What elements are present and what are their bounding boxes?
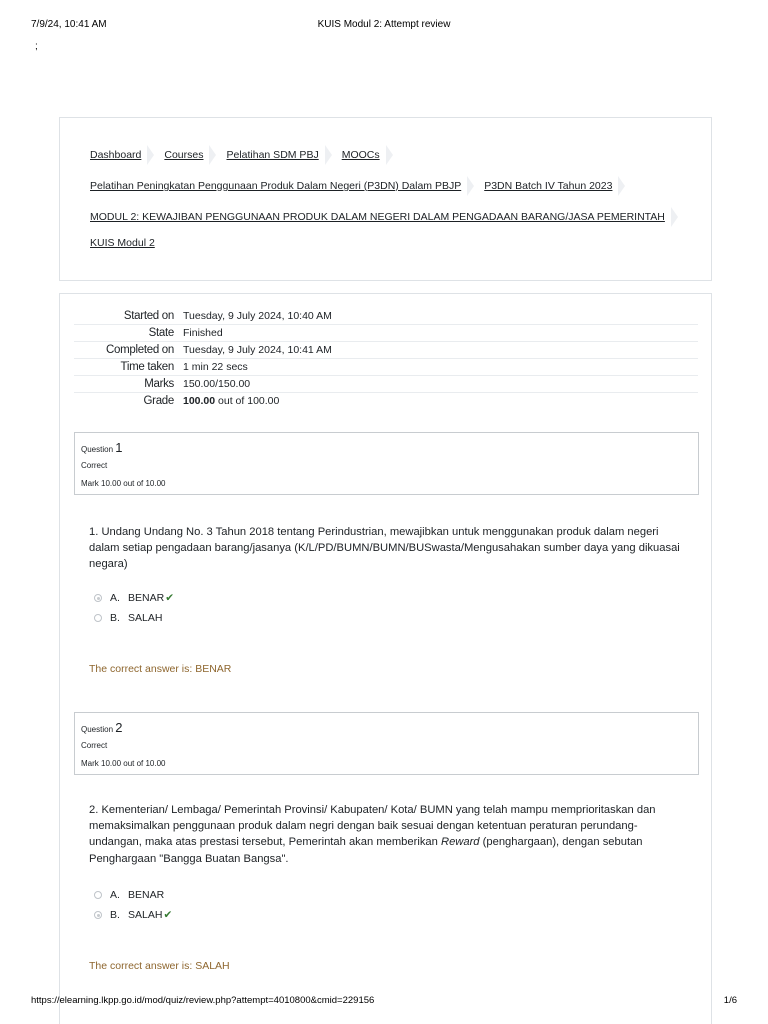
correct-check-icon: ✔ xyxy=(165,592,174,604)
breadcrumb-separator xyxy=(671,207,678,227)
breadcrumb-row xyxy=(90,237,155,249)
answer-option[interactable] xyxy=(94,885,172,905)
correct-check-icon: ✔ xyxy=(163,909,173,921)
summary-row xyxy=(74,393,698,410)
question-info xyxy=(74,432,699,495)
summary-value: Finished xyxy=(183,327,223,339)
option-letter: B. xyxy=(110,612,120,624)
question-prefix: Question xyxy=(81,445,114,454)
breadcrumb-row xyxy=(90,207,688,227)
question-mark: Mark 10.00 out of 10.00 xyxy=(81,479,166,488)
page-number: 1/6 xyxy=(723,995,737,1006)
question-text-part: (penghargaan), dengan sebutan Penghargaan "Bangga Buatan Bangsa". xyxy=(89,836,643,865)
page-url: https://elearning.lkpp.go.id/mod/quiz/review.php?attempt=4010800&cmid=229156 xyxy=(31,995,375,1006)
breadcrumb-row xyxy=(90,176,635,196)
question-num: 1 xyxy=(115,440,123,455)
question-state: Correct xyxy=(81,461,108,470)
breadcrumb-separator xyxy=(386,145,393,165)
summary-label: State xyxy=(148,327,174,339)
radio-checked[interactable] xyxy=(94,911,102,919)
question-text-part: 2. Kementerian/ Lembaga/ Pemerintah Provinsi/ Kabupaten/ Kota/ BUMN yang telah mampu memprioritaskan dan memaksimalkan penggunaan produk dalam negri dengan baik sesuai dengan ketentuan peraturan perundang-undangan, maka atas prestasi tersebut, Pemerintah akan memberikan xyxy=(89,804,656,849)
radio-checked[interactable] xyxy=(94,594,102,602)
question-num: 2 xyxy=(115,720,123,735)
option-letter: B. xyxy=(110,909,120,921)
breadcrumb-row xyxy=(90,145,403,165)
correct-answer-feedback: The correct answer is: SALAH xyxy=(89,960,230,972)
question-number xyxy=(81,720,123,735)
question-text: 1. Undang Undang No. 3 Tahun 2018 tentang Perindustrian, mewajibkan untuk menggunakan produk dalam negeri dalam setiap pengadaan barang/jasanya (K/L/PD/BUMN/BUMN/BUSwasta/Mengusahakan sumber daya yang dikuasai negara) xyxy=(89,526,680,571)
question-text xyxy=(89,802,689,867)
breadcrumb-dashboard[interactable]: Dashboard xyxy=(90,149,142,161)
answer-options xyxy=(94,588,174,628)
summary-row xyxy=(74,342,698,359)
summary-row xyxy=(74,376,698,393)
summary-label: Time taken xyxy=(120,361,174,373)
breadcrumb xyxy=(59,117,712,281)
option-letter: A. xyxy=(110,592,120,604)
breadcrumb-moocs[interactable]: MOOCs xyxy=(341,149,380,161)
print-title: KUIS Modul 2: Attempt review xyxy=(317,19,451,30)
summary-row xyxy=(74,359,698,376)
breadcrumb-separator xyxy=(325,145,332,165)
summary-value: 150.00/150.00 xyxy=(183,378,251,390)
option-letter: A. xyxy=(110,889,120,901)
answer-option[interactable] xyxy=(94,588,174,608)
grade-value: 100.00 xyxy=(183,395,216,407)
answer-option[interactable] xyxy=(94,608,174,628)
radio-unchecked[interactable] xyxy=(94,891,102,899)
answer-option[interactable] xyxy=(94,905,172,925)
breadcrumb-batch[interactable]: P3DN Batch IV Tahun 2023 xyxy=(484,180,613,192)
breadcrumb-course[interactable]: Pelatihan Peningkatan Penggunaan Produk Dalam Negeri (P3DN) Dalam PBJP xyxy=(90,180,462,192)
question-number xyxy=(81,440,123,455)
option-label: SALAH xyxy=(128,612,163,624)
breadcrumb-courses[interactable]: Courses xyxy=(164,149,204,161)
question-state: Correct xyxy=(81,741,108,750)
breadcrumb-separator xyxy=(467,176,474,196)
summary-value: Tuesday, 9 July 2024, 10:40 AM xyxy=(183,310,332,322)
stray-char: ; xyxy=(35,41,38,52)
breadcrumb-separator xyxy=(618,176,625,196)
breadcrumb-separator xyxy=(209,145,216,165)
summary-label: Marks xyxy=(144,378,174,390)
radio-unchecked[interactable] xyxy=(94,614,102,622)
answer-options xyxy=(94,885,172,925)
print-datetime: 7/9/24, 10:41 AM xyxy=(31,19,107,30)
summary-value: 1 min 22 secs xyxy=(183,361,248,373)
breadcrumb-quiz[interactable]: KUIS Modul 2 xyxy=(90,237,155,249)
question-mark: Mark 10.00 out of 10.00 xyxy=(81,759,166,768)
question-text-emphasis: Reward xyxy=(440,836,480,849)
correct-answer-feedback: The correct answer is: BENAR xyxy=(89,663,232,675)
question-info xyxy=(74,712,699,775)
summary-label: Grade xyxy=(143,395,174,407)
attempt-summary-table xyxy=(74,308,698,409)
grade-out-of: out of 100.00 xyxy=(218,395,280,407)
summary-label: Completed on xyxy=(106,344,174,356)
summary-value: Tuesday, 9 July 2024, 10:41 AM xyxy=(183,344,332,356)
option-label: BENAR xyxy=(128,592,165,604)
breadcrumb-pelatihan-sdm[interactable]: Pelatihan SDM PBJ xyxy=(226,149,319,161)
summary-row xyxy=(74,325,698,342)
summary-row xyxy=(74,308,698,325)
quiz-review xyxy=(59,293,712,1024)
option-label: SALAH xyxy=(128,909,163,921)
summary-label: Started on xyxy=(123,310,174,322)
question-prefix: Question xyxy=(81,725,114,734)
summary-value xyxy=(183,393,698,410)
option-label: BENAR xyxy=(128,889,165,901)
breadcrumb-module[interactable]: MODUL 2: KEWAJIBAN PENGGUNAAN PRODUK DALAM NEGERI DALAM PENGADAAN BARANG/JASA PEMERINTAH xyxy=(90,211,665,223)
breadcrumb-separator xyxy=(147,145,154,165)
